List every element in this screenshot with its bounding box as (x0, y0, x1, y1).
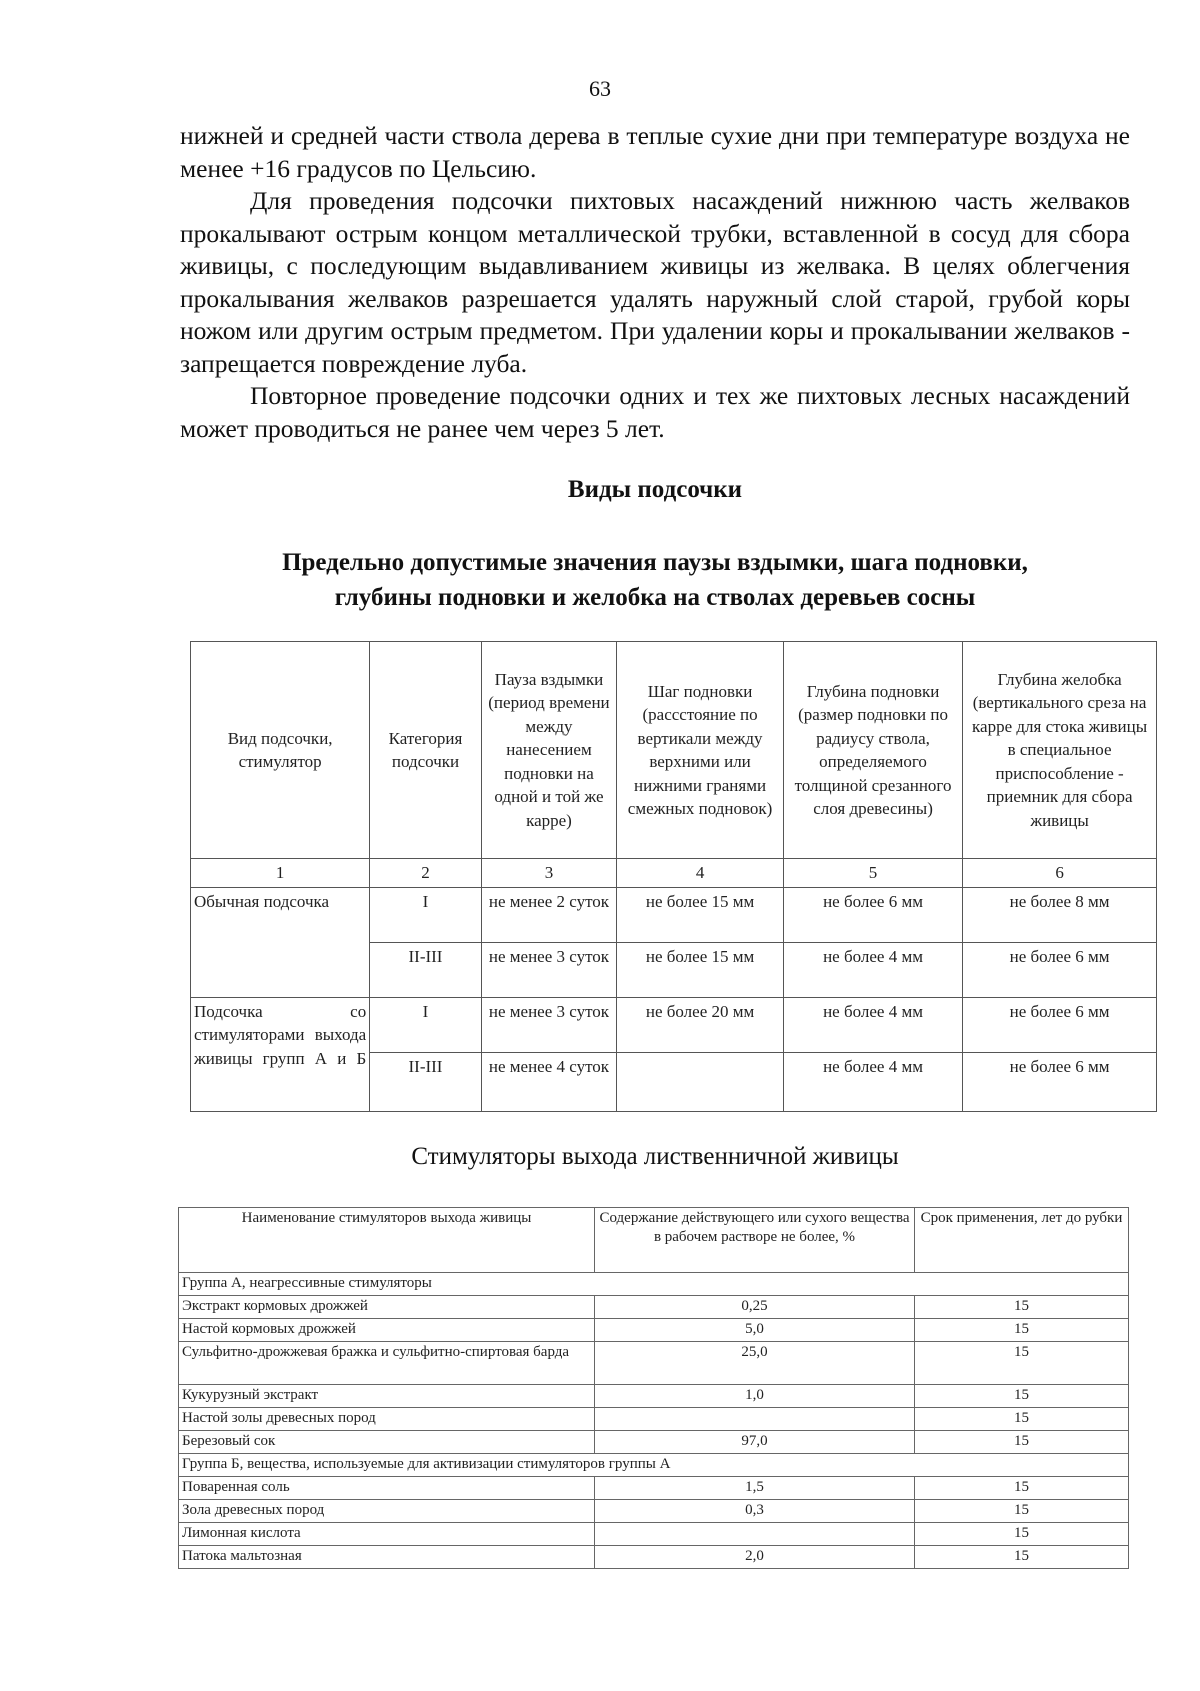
column-header: Содержание действующего или сухого вещества в рабочем растворе не более, % (595, 1208, 915, 1273)
column-header: Глубина подновки (размер подновки по радиусу ствола, определяемого толщиной срезанного слоя древесины) (783, 642, 962, 859)
step-cell: не более 20 мм (617, 997, 784, 1052)
category-cell: II-III (370, 1052, 482, 1111)
table2-title: Стимуляторы выхода лиственничной живицы (411, 1143, 899, 1170)
content-cell: 5,0 (595, 1319, 915, 1342)
paragraph: нижней и средней части ствола дерева в теплые сухие дни при температуре воздуха не менее +16 градусов по Цельсию. (180, 121, 1130, 183)
table-row (179, 1385, 1129, 1408)
content-cell: 0,25 (595, 1296, 915, 1319)
pause-cell: не менее 4 суток (481, 1052, 616, 1111)
column-number: 2 (370, 859, 482, 888)
paragraph: Повторное проведение подсочки одних и тех же пихтовых лесных насаждений может проводиться не ранее чем через 5 лет. (180, 381, 1130, 443)
tapping-type-cell: Подсочка со стимуляторами выхода живицы групп А и Б (191, 997, 370, 1111)
column-number: 5 (783, 859, 962, 888)
term-cell: 15 (915, 1500, 1129, 1523)
paragraph: Для проведения подсочки пихтовых насаждений нижнюю часть желваков прокалывают острым концом металлической трубки, вставленной в сосуд для сбора живицы, с последующим выдавливанием живицы из желвака. В целях облегчения прокалывания желваков разрешается удалять наружный слой старой, грубой коры ножом или другим острым предметом. При удалении коры и прокалывании желваков - запрещается повреждение луба. (180, 186, 1130, 378)
table-row (179, 1431, 1129, 1454)
content-cell (595, 1523, 915, 1546)
term-cell: 15 (915, 1342, 1129, 1385)
category-cell: I (370, 997, 482, 1052)
page-number: 63 (589, 76, 611, 101)
stimulator-name: Сульфитно-дрожжевая бражка и сульфитно-спиртовая барда (179, 1342, 595, 1385)
column-header: Категория подсочки (370, 642, 482, 859)
table-row (191, 887, 1157, 942)
column-header: Вид подсочки, стимулятор (191, 642, 370, 859)
column-header: Срок применения, лет до рубки (915, 1208, 1129, 1273)
step-cell (617, 1052, 784, 1111)
tapping-type-cell: Обычная подсочка (191, 887, 370, 997)
depth-cell: не более 6 мм (783, 887, 962, 942)
table-header-row (179, 1208, 1129, 1273)
term-cell: 15 (915, 1385, 1129, 1408)
body-text (180, 120, 1130, 445)
term-cell: 15 (915, 1319, 1129, 1342)
column-number-row (191, 859, 1157, 888)
stimulator-name: Кукурузный экстракт (179, 1385, 595, 1408)
stimulator-name: Настой кормовых дрожжей (179, 1319, 595, 1342)
column-number: 1 (191, 859, 370, 888)
groove-cell: не более 6 мм (963, 997, 1157, 1052)
term-cell: 15 (915, 1296, 1129, 1319)
tapping-limits-table (190, 641, 1157, 1112)
content-cell: 25,0 (595, 1342, 915, 1385)
stimulator-name: Зола древесных пород (179, 1500, 595, 1523)
content-cell: 1,0 (595, 1385, 915, 1408)
stimulator-name: Березовый сок (179, 1431, 595, 1454)
table-row (179, 1408, 1129, 1431)
category-cell: II-III (370, 942, 482, 997)
table-row (179, 1477, 1129, 1500)
content-cell (595, 1408, 915, 1431)
column-number: 4 (617, 859, 784, 888)
table-header-row (191, 642, 1157, 859)
group-label: Группа Б, вещества, используемые для активизации стимуляторов группы А (179, 1454, 1129, 1477)
content-cell: 97,0 (595, 1431, 915, 1454)
stimulator-name: Лимонная кислота (179, 1523, 595, 1546)
depth-cell: не более 4 мм (783, 997, 962, 1052)
groove-cell: не более 6 мм (963, 942, 1157, 997)
table-row (179, 1296, 1129, 1319)
table-row (179, 1319, 1129, 1342)
pause-cell: не менее 3 суток (481, 942, 616, 997)
groove-cell: не более 6 мм (963, 1052, 1157, 1111)
section-title: Виды подсочки (567, 476, 743, 503)
group-row (179, 1273, 1129, 1296)
stimulator-name: Настой золы древесных пород (179, 1408, 595, 1431)
stimulator-name: Экстракт кормовых дрожжей (179, 1296, 595, 1319)
step-cell: не более 15 мм (617, 942, 784, 997)
depth-cell: не более 4 мм (783, 942, 962, 997)
pause-cell: не менее 3 суток (481, 997, 616, 1052)
table-row (179, 1342, 1129, 1385)
term-cell: 15 (915, 1546, 1129, 1569)
table-row (179, 1523, 1129, 1546)
table1-title-line: Предельно допустимые значения паузы вздымки, шага подновки, (282, 549, 1028, 576)
stimulator-name: Патока мальтозная (179, 1546, 595, 1569)
step-cell: не более 15 мм (617, 887, 784, 942)
table-row (191, 997, 1157, 1052)
table-row (179, 1546, 1129, 1569)
column-header: Шаг подновки (рассстояние по вертикали между верхними или нижними гранями смежных подновок) (617, 642, 784, 859)
table-row (179, 1500, 1129, 1523)
term-cell: 15 (915, 1431, 1129, 1454)
category-cell: I (370, 887, 482, 942)
pause-cell: не менее 2 суток (481, 887, 616, 942)
table1-title-line: глубины подновки и желобка на стволах деревьев сосны (334, 584, 976, 611)
term-cell: 15 (915, 1408, 1129, 1431)
content-cell: 1,5 (595, 1477, 915, 1500)
column-header: Наименование стимуляторов выхода живицы (179, 1208, 595, 1273)
larch-stimulators-table (178, 1207, 1129, 1569)
table1-title (180, 545, 1130, 615)
column-number: 6 (963, 859, 1157, 888)
column-header: Глубина желобка (вертикального среза на карре для стока живицы в специальное приспособление - приемник для сбора живицы (963, 642, 1157, 859)
depth-cell: не более 4 мм (783, 1052, 962, 1111)
group-label: Группа А, неагрессивные стимуляторы (179, 1273, 1129, 1296)
term-cell: 15 (915, 1523, 1129, 1546)
stimulator-name: Поваренная соль (179, 1477, 595, 1500)
content-cell: 0,3 (595, 1500, 915, 1523)
content-cell: 2,0 (595, 1546, 915, 1569)
groove-cell: не более 8 мм (963, 887, 1157, 942)
group-row (179, 1454, 1129, 1477)
column-number: 3 (481, 859, 616, 888)
term-cell: 15 (915, 1477, 1129, 1500)
column-header: Пауза вздымки (период времени между нанесением подновки на одной и той же карре) (481, 642, 616, 859)
